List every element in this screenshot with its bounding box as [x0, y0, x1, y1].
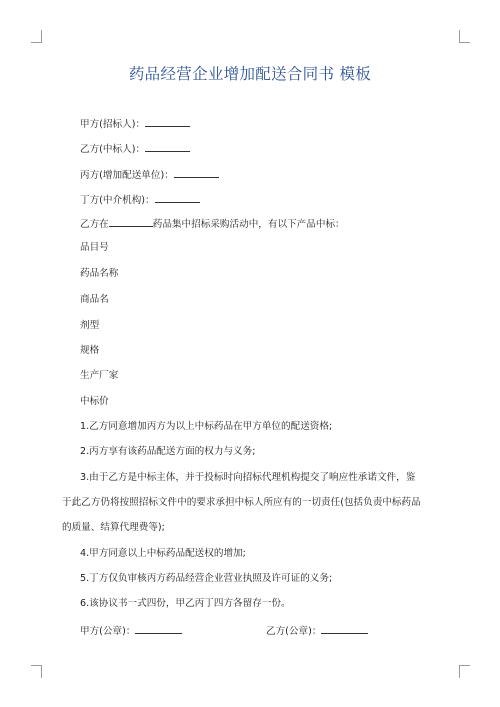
party-jia-label: 甲方(招标人)： [80, 119, 146, 130]
field-item-number: 品目号 [80, 242, 109, 253]
party-jia-line [80, 117, 190, 131]
clause-5: 5.丁方仅负审核丙方药品经营企业营业执照及许可证的义务; [80, 573, 333, 584]
field-bid-price: 中标价 [80, 396, 109, 407]
clause-4: 4.甲方同意以上中标药品配送权的增加; [80, 548, 246, 559]
document-title: 药品经营企业增加配送合同书 模板 [128, 65, 372, 83]
intro-suffix: 药品集中招标采购活动中，有以下产品中标： [152, 219, 345, 230]
party-bing-label: 丙方(增加配送单位)： [80, 170, 174, 181]
clause-2: 2.丙方享有该药品配送方面的权力与义务; [80, 446, 256, 457]
signature-jia-blank[interactable] [135, 624, 182, 634]
intro-blank[interactable] [109, 217, 153, 227]
page-corner-mark-bottom-right [459, 665, 470, 678]
signature-jia-label: 甲方(公章)： [80, 626, 136, 637]
signature-yi [266, 624, 368, 638]
signature-yi-label: 乙方(公章)： [266, 626, 322, 637]
clause-6: 6.该协议书一式四份，甲乙丙丁四方各留存一份。 [80, 598, 291, 609]
signature-yi-blank[interactable] [321, 624, 368, 634]
clause-3-line-2: 于此乙方仍将按照招标文件中的要求承担中标人所应有的一切责任(包括负责中标药品 [62, 497, 421, 508]
clause-3-line-1: 3.由于乙方是中标主体，并于投标时向招标代理机构提交了响应性承诺文件，鉴 [80, 472, 416, 483]
page-corner-mark-top-right [459, 30, 470, 43]
field-drug-name: 药品名称 [80, 268, 119, 279]
party-bing-blank[interactable] [174, 168, 219, 178]
field-specification: 规格 [80, 345, 100, 356]
page-corner-mark-bottom-left [31, 665, 42, 678]
party-ding-line [80, 193, 200, 207]
party-ding-blank[interactable] [155, 193, 200, 203]
intro-prefix: 乙方在 [80, 219, 109, 230]
party-yi-line [80, 142, 190, 156]
field-trade-name: 商品名 [80, 294, 109, 305]
party-jia-blank[interactable] [145, 117, 190, 127]
party-yi-label: 乙方(中标人)： [80, 144, 146, 155]
clause-3-line-3: 的质量、结算代理费等); [62, 522, 165, 533]
field-dosage-form: 剂型 [80, 320, 100, 331]
party-bing-line [80, 168, 219, 182]
signature-jia [80, 624, 182, 638]
clause-1: 1.乙方同意增加丙方为以上中标药品在甲方单位的配送资格; [80, 421, 333, 432]
party-ding-label: 丁方(中介机构)： [80, 195, 155, 206]
field-manufacturer: 生产厂家 [80, 370, 119, 381]
party-yi-blank[interactable] [145, 142, 190, 152]
page-corner-mark-top-left [31, 30, 42, 43]
intro-line [80, 217, 345, 231]
